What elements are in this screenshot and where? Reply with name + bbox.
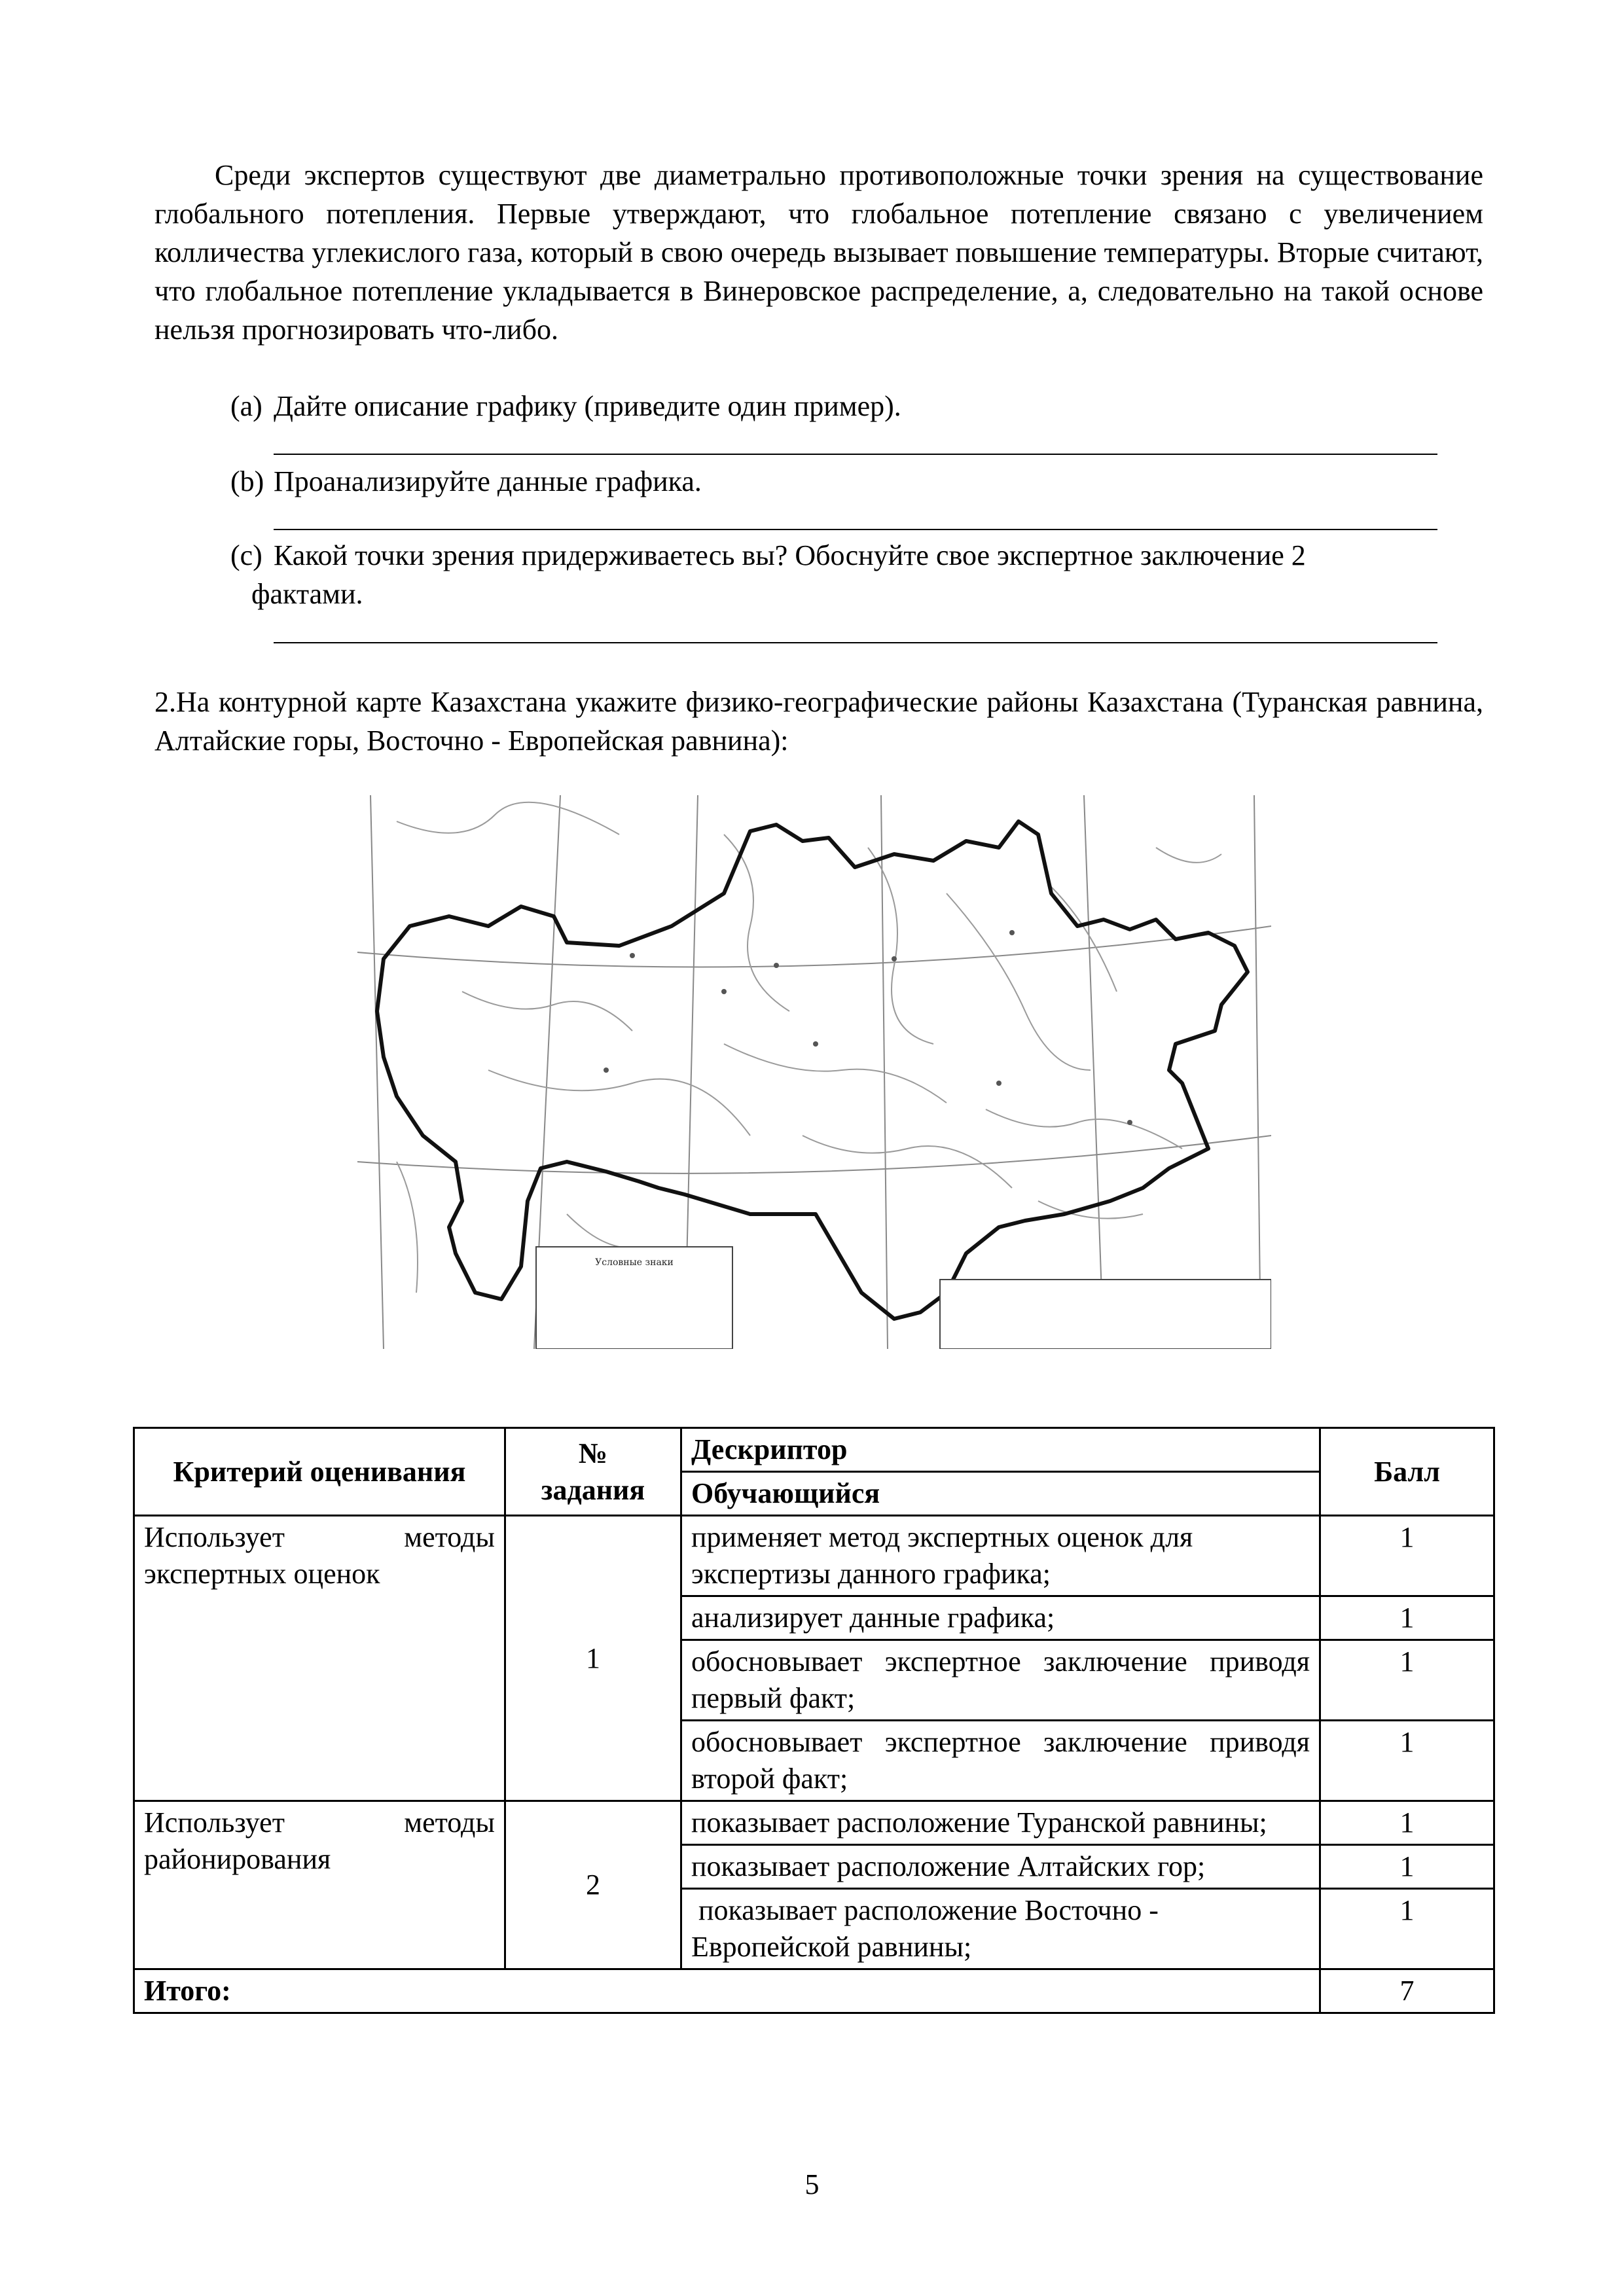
question-c-text: Какой точки зрения придерживаетесь вы? Обоснуйте свое экспертное заключение 2 <box>274 539 1306 571</box>
score-cell: 1 <box>1320 1845 1494 1889</box>
question-a-text: Дайте описание графику (приведите один пример). <box>274 390 901 422</box>
task2-text: 2.На контурной карте Казахстана укажите физико-географические районы Казахстана (Туранская равнина, Алтайские горы, Восточно - Европейская равнина): <box>154 686 1483 757</box>
page-number: 5 <box>804 2168 820 2200</box>
descriptor-cell: показывает расположение Восточно - Европейской равнины; <box>681 1889 1320 1969</box>
header-task-number <box>505 1428 681 1516</box>
total-value: 7 <box>1320 1969 1494 2013</box>
question-a-label: (a) <box>230 390 262 422</box>
task-number-cell: 1 <box>505 1516 681 1801</box>
task-number-cell: 2 <box>505 1801 681 1969</box>
kazakhstan-contour-map <box>357 795 1271 1349</box>
intro-paragraph: Среди экспертов существуют две диаметрально противоположные точки зрения на существование глобального потепления. Первые утверждают, что глобальное потепление связано с увеличением колличества углекислого газа, который в свою очередь вызывает повышение температуры. Вторые считают, что глобальное потепление укладывается в Винеровское распределение, а, следовательно на такой основе нельзя прогнозировать что-либо. <box>154 159 1483 346</box>
table-row <box>134 1801 1494 1845</box>
question-c-continuation: фактами. <box>251 578 363 610</box>
descriptor-cell: анализирует данные графика; <box>681 1596 1320 1640</box>
descriptor-cell: обосновывает экспертное заключение приводя второй факт; <box>681 1721 1320 1801</box>
question-b-label: (b) <box>230 465 264 497</box>
answer-line-a[interactable] <box>274 454 1437 455</box>
question-a <box>230 387 1483 425</box>
total-row <box>134 1969 1494 2013</box>
table-header-row <box>134 1428 1494 1472</box>
header-score: Балл <box>1320 1428 1494 1516</box>
question-b <box>230 462 1483 501</box>
header-task: задания <box>541 1473 645 1506</box>
assessment-criteria-table <box>133 1427 1495 2014</box>
table-row <box>134 1516 1494 1596</box>
score-cell: 1 <box>1320 1721 1494 1801</box>
header-descriptor: Дескриптор <box>681 1428 1320 1472</box>
criterion-cell: Использует методы районирования <box>134 1801 505 1969</box>
header-learner: Обучающийся <box>681 1472 1320 1516</box>
score-cell: 1 <box>1320 1640 1494 1721</box>
answer-line-b[interactable] <box>274 529 1437 530</box>
header-task-no: № <box>578 1437 608 1469</box>
header-criterion: Критерий оценивания <box>134 1428 505 1516</box>
descriptor-cell: показывает расположение Алтайских гор; <box>681 1845 1320 1889</box>
descriptor-cell: показывает расположение Туранской равнины; <box>681 1801 1320 1845</box>
score-cell: 1 <box>1320 1801 1494 1845</box>
score-cell: 1 <box>1320 1596 1494 1640</box>
criterion-cell: Использует методы экспертных оценок <box>134 1516 505 1801</box>
answer-line-c[interactable] <box>274 642 1437 643</box>
descriptor-cell: применяет метод экспертных оценок для экспертизы данного графика; <box>681 1516 1320 1596</box>
descriptor-cell: обосновывает экспертное заключение приводя первый факт; <box>681 1640 1320 1721</box>
score-cell: 1 <box>1320 1889 1494 1969</box>
question-c <box>230 536 1483 613</box>
map-legend-label: Условные знаки <box>595 1257 674 1268</box>
score-cell: 1 <box>1320 1516 1494 1596</box>
question-b-text: Проанализируйте данные графика. <box>274 465 702 497</box>
total-label: Итого: <box>134 1969 1320 2013</box>
question-c-label: (c) <box>230 539 262 571</box>
